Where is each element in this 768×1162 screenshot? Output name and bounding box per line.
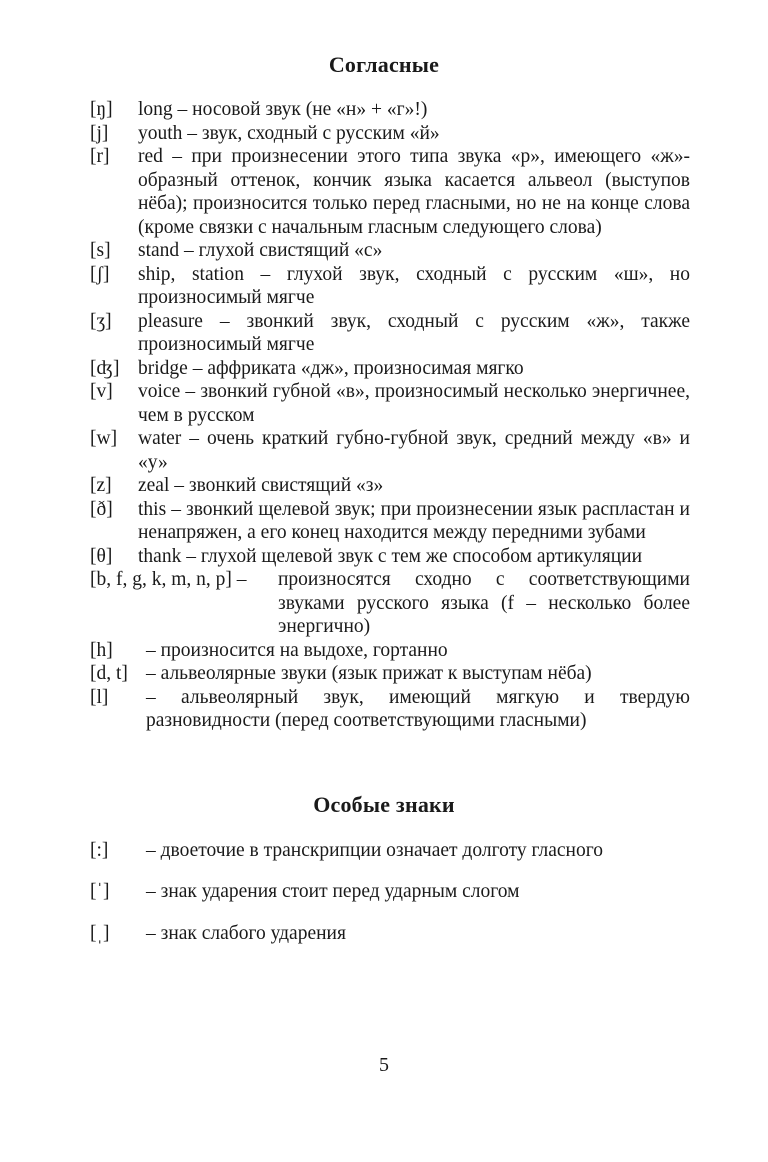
entry-description: red – при произнесении этого типа звука «р», имеющего «ж»-образный оттенок, кончик языка касается альвеол (выступов нёба); произносится только перед гласными, но не на конце слова (кроме связки с начальным гласным следующего слова) (138, 146, 690, 238)
phonetic-symbol: [w] (90, 428, 118, 449)
entry-description: – двоеточие в транскрипции означает долготу гласного (146, 840, 603, 861)
phonetic-symbol: [θ] (90, 545, 113, 567)
consonant-entry (90, 357, 690, 381)
entry-description: ship, station – глухой звук, сходный с русским «ш», но произносимый мягче (138, 263, 690, 308)
entry-description: – знак слабого ударения (146, 923, 346, 944)
consonant-entry (90, 686, 690, 733)
phonetic-symbol: [l] (90, 686, 109, 708)
phonetic-symbol: [r] (90, 146, 110, 167)
consonant-entry (90, 98, 690, 122)
entry-description: stand – глухой свистящий «с» (138, 240, 383, 261)
entry-description: pleasure – звонкий звук, сходный с русским «ж», также произносимый мягче (138, 310, 690, 355)
phonetic-symbol: [j] (90, 122, 109, 144)
entry-description: voice – звонкий губной «в», произносимый несколько энергичнее, чем в русском (138, 381, 690, 426)
entry-description: youth – звук, сходный с русским «й» (138, 122, 440, 144)
consonant-entry (90, 545, 690, 569)
entry-description: long – носовой звук (не «н» + «г»!) (138, 99, 428, 120)
phonetic-symbol: [ʒ] (90, 310, 112, 332)
consonant-entry (90, 427, 690, 474)
consonant-entry (90, 474, 690, 498)
phonetic-symbol: [b, f, g, k, m, n, p] – (90, 569, 247, 590)
consonant-entry (90, 662, 690, 686)
entry-description: zeal – звонкий свистящий «з» (138, 475, 384, 496)
special-sign-entry (90, 922, 710, 946)
entry-description: – альвеолярный звук, имеющий мягкую и твердую разновидности (перед соответствующими гласными) (146, 686, 690, 731)
special-sign-entry (90, 880, 710, 904)
entry-description: – альвеолярные звуки (язык прижат к выступам нёба) (146, 663, 592, 684)
consonant-entry (90, 498, 690, 545)
consonants-heading: Согласные (328, 52, 440, 77)
entry-description: bridge – аффриката «дж», произносимая мягко (138, 357, 524, 379)
phonetic-symbol: [d, t] (90, 663, 128, 684)
phonetic-symbol: [z] (90, 475, 112, 496)
special-sign-entry (90, 839, 710, 863)
phonetic-symbol: [h] (90, 639, 113, 661)
consonant-entry (90, 263, 690, 310)
consonant-entry (90, 145, 690, 239)
consonant-entry (90, 122, 690, 146)
entry-description: произносятся сходно с соответствующими звуками русского языка (f – несколько более энергично) (278, 569, 690, 637)
consonant-entry (90, 568, 690, 639)
consonant-entry (90, 239, 690, 263)
consonant-entry (90, 639, 690, 663)
page-number: 5 (379, 1054, 389, 1076)
entry-description: – знак ударения стоит перед ударным слогом (146, 881, 520, 902)
consonant-entry (90, 310, 690, 357)
entry-description: – произносится на выдохе, гортанно (146, 639, 448, 661)
phonetic-symbol: [v] (90, 381, 113, 402)
phonetic-symbol: [ˌ] (90, 923, 110, 944)
phonetic-symbol: [ˈ] (90, 881, 110, 902)
entry-description: water – очень краткий губно-губной звук, средний между «в» и «у» (138, 428, 690, 473)
phonetic-symbol: [:] (90, 840, 109, 861)
consonants-list (90, 98, 690, 733)
consonant-entry (90, 380, 690, 427)
phonetic-symbol: [s] (90, 240, 111, 261)
phonetic-symbol: [ʤ] (90, 357, 120, 379)
entry-description: thank – глухой щелевой звук с тем же способом артикуляции (138, 545, 643, 567)
phonetic-symbol: [ʃ] (90, 263, 110, 285)
special-signs-heading: Особые знаки (313, 792, 455, 817)
phonetic-symbol: [ð] (90, 498, 113, 520)
entry-description: this – звонкий щелевой звук; при произнесении язык распластан и ненапряжен, а его конец находится между передними зубами (138, 498, 690, 543)
phonetic-symbol: [ŋ] (90, 99, 113, 120)
